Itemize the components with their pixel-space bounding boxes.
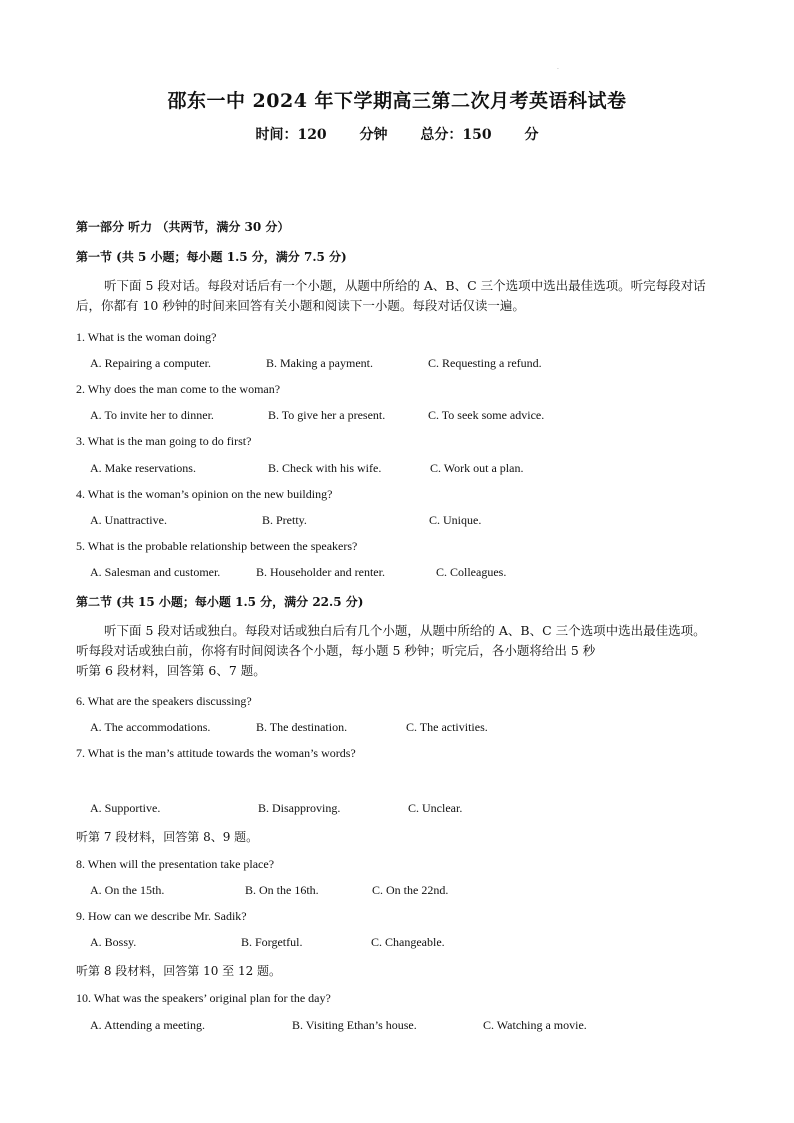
scan-dot: · [557, 66, 559, 73]
section2-instructions [76, 621, 718, 661]
option-a: A. Bossy. [90, 935, 137, 949]
question-stem: 6. What are the speakers discussing? [76, 694, 252, 708]
option-a: A. The accommodations. [90, 720, 211, 734]
option-b: B. Householder and renter. [256, 565, 385, 579]
part1-heading: 第一部分 听力 （共两节，满分 30 分） [76, 220, 290, 234]
option-c: C. Work out a plan. [430, 461, 524, 475]
option-b: B. Pretty. [262, 513, 307, 527]
option-b: B. Visiting Ethan’s house. [292, 1018, 417, 1032]
section2-instructions-text: 听下面 5 段对话或独白。每段对话或独白后有几个小题，从题中所给的 A、B、C 三个选项中选出最佳选项。听每段对话或独白前，你将有时间阅读各个小题，每小题 5 秒钟；听完后，各小题将给出 5 秒 [76, 623, 706, 658]
question-stem: 9. How can we describe Mr. Sadik? [76, 909, 247, 923]
option-c: C. To seek some advice. [428, 408, 545, 422]
section2-heading: 第二节 (共 15 小题；每小题 1.5 分，满分 22.5 分) [76, 595, 364, 609]
option-a: A. To invite her to dinner. [90, 408, 214, 422]
exam-subtitle: 时间：120 分钟 总分：150 分 [255, 127, 539, 143]
option-c: C. Unclear. [408, 801, 463, 815]
option-a: A. Supportive. [90, 801, 161, 815]
option-a: A. On the 15th. [90, 883, 165, 897]
option-a: A. Make reservations. [90, 461, 196, 475]
material-6-hint: 听第 6 段材料，回答第 6、7 题。 [76, 663, 266, 678]
option-b: B. Check with his wife. [268, 461, 382, 475]
option-c: C. Requesting a refund. [428, 356, 542, 370]
material-8-hint: 听第 8 段材料，回答第 10 至 12 题。 [76, 964, 282, 978]
question-stem: 1. What is the woman doing? [76, 330, 217, 344]
question-stem: 2. Why does the man come to the woman? [76, 382, 281, 396]
question-stem: 8. When will the presentation take place? [76, 857, 275, 871]
option-c: C. Watching a movie. [483, 1018, 587, 1032]
option-a: A. Unattractive. [90, 513, 167, 527]
section1-instructions: 听下面 5 段对话。每段对话后有一个小题，从题中所给的 A、B、C 三个选项中选出最佳选项。听完每段对话后，你都有 10 秒钟的时间来回答有关小题和阅读下一小题。每段对话仅读一遍。 [76, 278, 706, 313]
option-a: A. Repairing a computer. [90, 356, 211, 370]
option-b: B. On the 16th. [245, 883, 319, 897]
option-c: C. On the 22nd. [372, 883, 449, 897]
option-b: B. Making a payment. [266, 356, 373, 370]
question-stem: 7. What is the man’s attitude towards the woman’s words? [76, 746, 356, 760]
option-c: C. Unique. [429, 513, 482, 527]
section1-heading: 第一节 (共 5 小题；每小题 1.5 分，满分 7.5 分) [76, 250, 347, 264]
option-a: A. Attending a meeting. [90, 1018, 205, 1032]
option-b: B. Disapproving. [258, 801, 341, 815]
exam-title: 邵东一中 2024 年下学期高三第二次月考英语科试卷 [167, 90, 627, 112]
option-a: A. Salesman and customer. [90, 565, 221, 579]
option-c: C. The activities. [406, 720, 488, 734]
option-b: B. Forgetful. [241, 935, 303, 949]
material-7-hint: 听第 7 段材料，回答第 8、9 题。 [76, 830, 259, 844]
question-stem: 10. What was the speakers’ original plan for the day? [76, 991, 331, 1005]
option-c: C. Colleagues. [436, 565, 507, 579]
question-stem: 3. What is the man going to do first? [76, 434, 252, 448]
option-c: C. Changeable. [371, 935, 445, 949]
option-b: B. To give her a present. [268, 408, 386, 422]
option-b: B. The destination. [256, 720, 348, 734]
question-stem: 5. What is the probable relationship between the speakers? [76, 539, 358, 553]
question-stem: 4. What is the woman’s opinion on the new building? [76, 487, 333, 501]
